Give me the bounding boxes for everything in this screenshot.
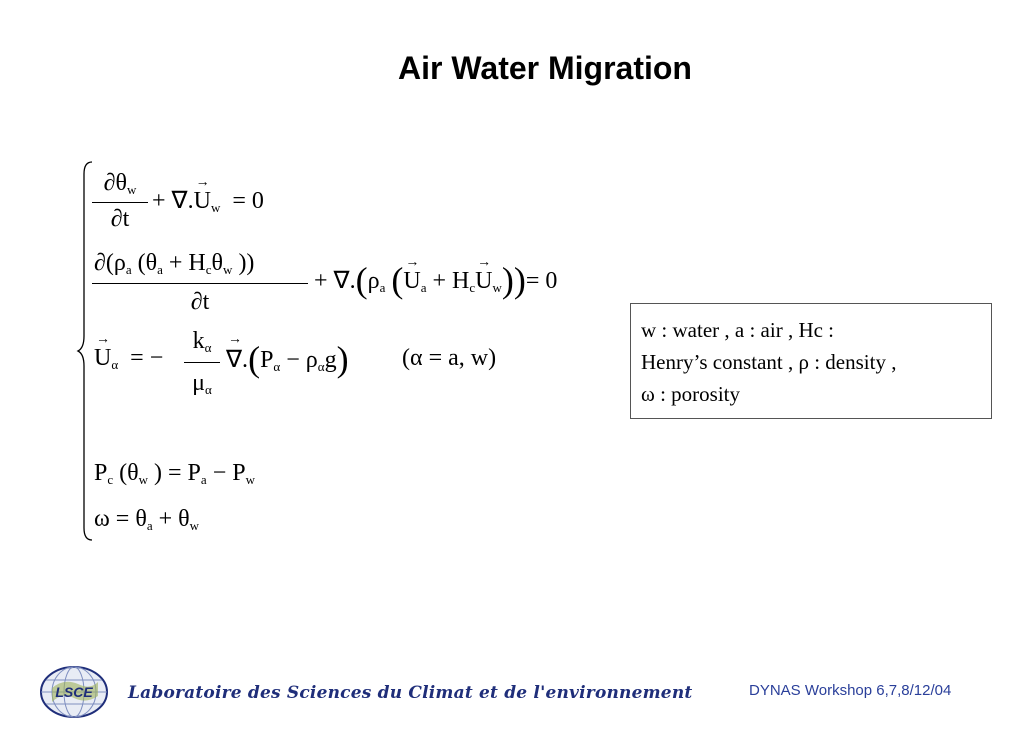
equation-5: $\omega = \theta_a + \theta_w$ [94, 506, 200, 533]
eq3-lhs: → $U_\alpha$ = − [94, 345, 163, 372]
eq2-rhs: + $\nabla.(\rho_a$ (→ $U_a + H_c\to U_w))= 0$ [314, 266, 557, 295]
lab-name: Laboratoire des Sciences du Climat et de l'environnement [128, 683, 693, 703]
eq1-numerator: ∂θ [103, 170, 127, 196]
eq2-numerator: $\partial(\rho_a$ ($\theta_a + H_c\theta_w$ )) [94, 250, 255, 277]
lsce-logo [38, 664, 110, 720]
eq1-fraction-bar [92, 202, 148, 203]
equation-4: $P_c$ ($\theta_w$ ) = $P_a - P_w$ [94, 460, 255, 487]
eq3-rhs: → $\nabla.(P_\alpha - \rho_\alpha g)$ [226, 345, 349, 374]
footer-text: DYNAS Workshop 6,7,8/12/04 [749, 682, 952, 699]
eq2-denominator: ∂t [190, 289, 210, 315]
legend-box [630, 303, 992, 419]
eq3-condition: (α = a, w) [402, 345, 497, 371]
legend-line-3: ω : porosity [641, 382, 740, 406]
eq1-denominator: ∂t [110, 206, 130, 232]
eq3-numerator: $k_\alpha$ [192, 328, 212, 355]
logo-text: LSCE [55, 684, 93, 700]
eq2-fraction-bar [92, 283, 308, 284]
eq3-fraction-bar [184, 362, 220, 363]
legend-line-1: w : water , a : air , Hc : [641, 318, 835, 342]
eq1-rhs: + ∇.→ $U_w = 0$ [152, 186, 264, 215]
eq3-denominator: $\mu_\alpha$ [192, 370, 212, 397]
page-title: Air Water Migration [398, 50, 692, 86]
legend-line-2: Henry’s constant , ρ : density , [641, 350, 897, 374]
